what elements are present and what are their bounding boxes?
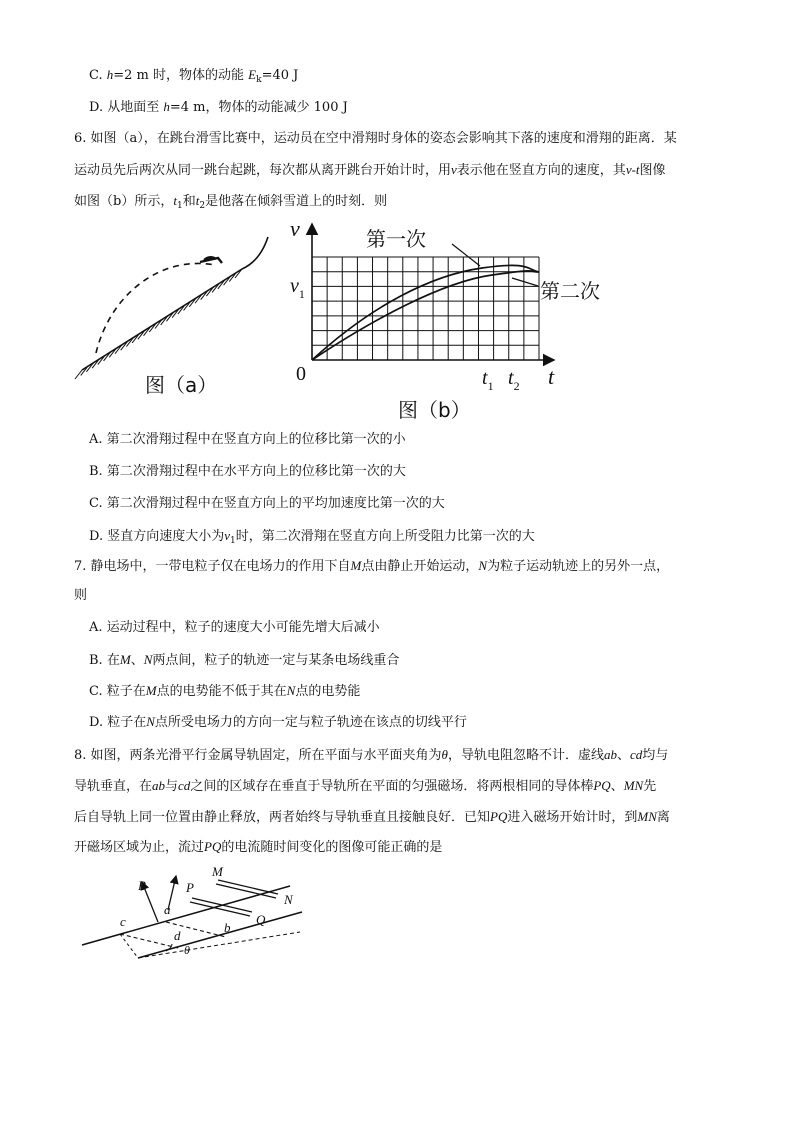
v1-label: $v_1$ [290,275,305,301]
slope-hatching [75,269,242,379]
q6-option-d: D. 竖直方向速度大小为$v_1$时，第二次滑翔在竖直方向上所受阻力比第一次的大 [89,528,535,546]
q5-option-d: D. 从地面至 h=4 m，物体的动能减少 100 J [89,99,348,115]
q7-stem-line2: 则 [74,588,88,603]
q7-option-d: D. 粒子在N点所受电场力的方向一定与粒子轨迹在该点的切线平行 [89,714,467,730]
first-label: 第一次 [366,227,426,251]
label-M: M [212,864,223,879]
label-c: c [120,914,126,929]
q6-stem-line3: 如图（b）所示，$t_1$和$t_2$是他落在倾斜雪道上的时刻．则 [74,193,388,211]
t-axis-label: t [548,364,555,389]
q8-figure [80,862,310,962]
second-label: 第二次 [540,279,600,303]
label-B: B [138,878,146,893]
skier-icon [200,257,222,263]
rail-lower [138,912,302,958]
q6-option-b: B. 第二次滑翔过程中在水平方向上的位移比第一次的大 [89,464,406,479]
q6-option-c: C. 第二次滑翔过程中在竖直方向上的平均加速度比第一次的大 [89,496,445,511]
label-second-pointer [512,278,538,286]
q7-option-a: A. 运动过程中，粒子的速度大小可能先增大后减小 [89,620,380,635]
flight-path [96,263,215,353]
t1-label: $t_1$ [482,367,494,393]
q6-figure-a-caption: 图（a） [145,373,218,397]
label-first-pointer [452,244,480,266]
ramp-curve [242,237,268,269]
q8-stem-line1: 8. 如图，两条光滑平行金属导轨固定，所在平面与水平面夹角为θ，导轨电阻忽略不计．虚线ab、cd均与 [74,747,669,763]
curve-first [312,265,539,360]
q7-stem-line1: 7. 静电场中，一带电粒子仅在电场力的作用下自M点由静止开始运动，N为粒子运动轨迹上的另外一点， [74,558,670,574]
q6-option-a: A. 第二次滑翔过程中在竖直方向上的位移比第一次的小 [89,432,406,447]
label-N: N [284,892,293,907]
label-b: b [224,920,231,935]
t2-label: $t_2$ [508,367,520,393]
label-Q: Q [256,912,266,927]
v-axis-label: v [290,216,300,241]
q8-stem-line3: 后自导轨上同一位置由静止释放，两者始终与导轨垂直且接触良好．已知PQ进入磁场开始计时，到MN离 [74,809,670,825]
label-d: d [174,928,181,943]
q8-stem-line2: 导轨垂直，在ab与cd之间的区域存在垂直于导轨所在平面的匀强磁场．将两根相同的导体棒PQ、MN先 [74,778,657,794]
origin-label: 0 [296,363,306,385]
label-a: a [164,902,171,917]
q6-stem-line2: 运动员先后两次从同一跳台起跳，每次都从离开跳台开始计时，用v表示他在竖直方向的速度，其v-t图像 [74,162,666,178]
q6-stem-line1: 6. 如图（a），在跳台滑雪比赛中，运动员在空中滑翔时身体的姿态会影响其下落的速度和滑翔的距离．某 [74,131,677,146]
label-P: P [186,880,194,895]
q5-option-c: C. h=2 m 时，物体的动能 $E_k=40$ J [89,67,299,85]
q6-figure-b [282,216,612,400]
q6-figure-a [70,225,280,375]
label-theta: θ [184,943,190,957]
q6-figure-b-caption: 图（b） [398,398,471,422]
q7-option-c: C. 粒子在M点的电势能不低于其在N点的电势能 [89,683,361,699]
q7-option-b: B. 在M、N两点间，粒子的轨迹一定与某条电场线重合 [89,652,400,668]
q8-stem-line4: 开磁场区域为止，流过PQ的电流随时间变化的图像可能正确的是 [74,839,443,855]
